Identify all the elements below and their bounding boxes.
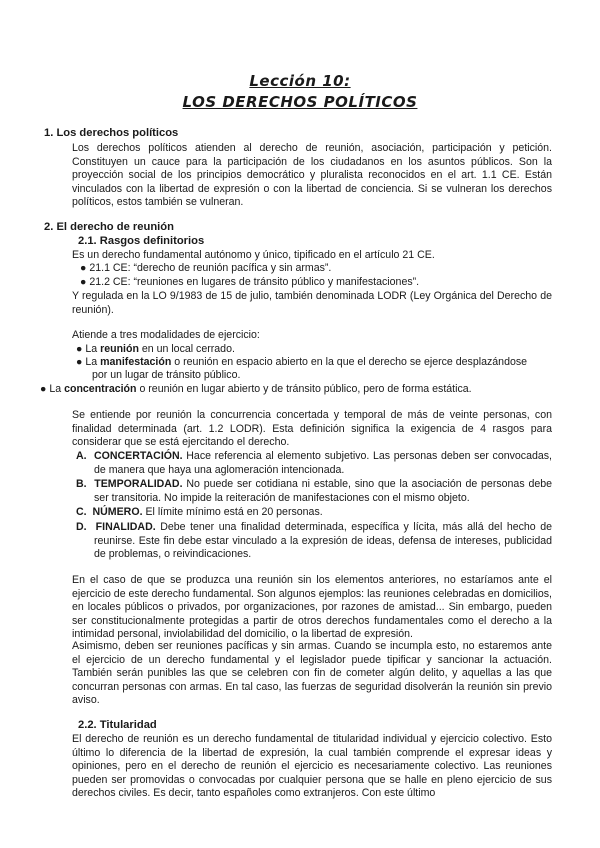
lesson-title: Lección 10: <box>249 72 351 90</box>
list-item: ● 21.2 CE: “reuniones en lugares de tránsito público y manifestaciones”. <box>80 276 420 288</box>
list-item: A. CONCERTACIÓN. Hace referencia al elemento subjetivo. Las personas deben ser convocadas, de manera que haya una aglomeración intencionada. <box>76 450 553 476</box>
list-item: C. NÚMERO. El límite mínimo está en 20 personas. <box>76 506 323 519</box>
list-item-continuation: por un lugar de tránsito público. <box>92 369 241 381</box>
section-1-paragraph: Los derechos políticos atienden al derecho de reunión, asociación, participación y petición. Constituyen un cauce para la participación de los ciudadanos en los asuntos públicos. Son la proyección social de los principios democrático y pluralista reconocidos en el art. 1.1 CE. Están vinculados con la libertad de expresión o con la libertad de conciencia. Si se vulneran los derechos políticos, estos también se vulneran. <box>72 142 552 209</box>
lesson-subtitle: LOS DERECHOS POLÍTICOS <box>182 93 418 111</box>
subsection-2-1-heading: 2.1. Rasgos definitorios <box>78 235 205 247</box>
section-2-heading: 2. El derecho de reunión <box>44 221 174 233</box>
list-item: B. TEMPORALIDAD. No puede ser cotidiana ni estable, sino que la asociación de personas debe ser transitoria. No impide la reiteración de manifestaciones con el mismo objeto. <box>76 478 553 504</box>
list-item: ● 21.1 CE: “derecho de reunión pacífica y sin armas”. <box>80 262 332 274</box>
list-item: D. FINALIDAD. Debe tener una finalidad determinada, específica y lícita, más allá del hecho de reunirse. Este fin debe estar vinculado a la expresión de ideas, defensa de intereses, publicidad de problemas, o reivindicaciones. <box>76 520 553 561</box>
paragraph-exceptions: En el caso de que se produzca una reunión sin los elementos anteriores, no estaríamos ante el ejercicio de este derecho fundamental. Son algunos ejemplos: las reuniones celebradas en domicilios, en locales públicos o privados, por organizaciones, por razones de amistad... Sin embargo, pueden ser constitucionalmente protegidas a partir de otros derechos fundamentales como el derecho a la intimidad personal, inviolabilidad del domicilio, o la libertad de expresión. <box>72 574 552 641</box>
list-item: ● La manifestación o reunión en espacio abierto en la que el derecho se ejerce desplazándose <box>76 356 528 368</box>
paragraph-peaceful: Asimismo, deben ser reuniones pacíficas y sin armas. Cuando se incumpla esto, no estaremos ante el ejercicio de un derecho fundamental y el legislador puede tipificar y sancionar la actuación. También serán punibles las que se celebren con fin de cometer algún delito, y aquellas a las que concurran personas con armas. En tal caso, las fuerzas de seguridad disolverán la reunión sin previo aviso. <box>72 640 552 707</box>
modalities-intro: Atiende a tres modalidades de ejercicio: <box>72 329 260 341</box>
section-1-heading: 1. Los derechos políticos <box>44 127 179 139</box>
list-item: ● La reunión en un local cerrado. <box>76 343 235 355</box>
regulation-paragraph: Y regulada en la LO 9/1983 de 15 de julio, también denominada LODR (Ley Orgánica del Derecho de reunión). <box>72 290 552 316</box>
subsection-2-1-intro: Es un derecho fundamental autónomo y único, tipificado en el artículo 21 CE. <box>72 249 435 261</box>
subsection-2-2-heading: 2.2. Titularidad <box>78 719 157 731</box>
subsection-2-2-paragraph: El derecho de reunión es un derecho fundamental de titularidad individual y ejercicio colectivo. Esto último lo diferencia de la libertad de expresión, la cual también comprende el expresar ideas y opiniones, pero en el derecho de reunión el ejercicio es necesariamente colectivo. Las reuniones pueden ser promovidas o convocadas por cualquier persona que se halle en pleno ejercicio de sus derechos civiles. Es decir, tanto españoles como extranjeros. Con este último <box>72 733 552 800</box>
list-item: ● La concentración o reunión en lugar abierto y de tránsito público, pero de forma estática. <box>40 383 472 395</box>
traits-list <box>76 450 552 562</box>
definition-paragraph: Se entiende por reunión la concurrencia concertada y temporal de más de veinte personas, con finalidad determinada (art. 1.2 LODR). Esta definición significa la exigencia de 4 rasgos para considerar que se está ejercitando el derecho. <box>72 409 552 449</box>
